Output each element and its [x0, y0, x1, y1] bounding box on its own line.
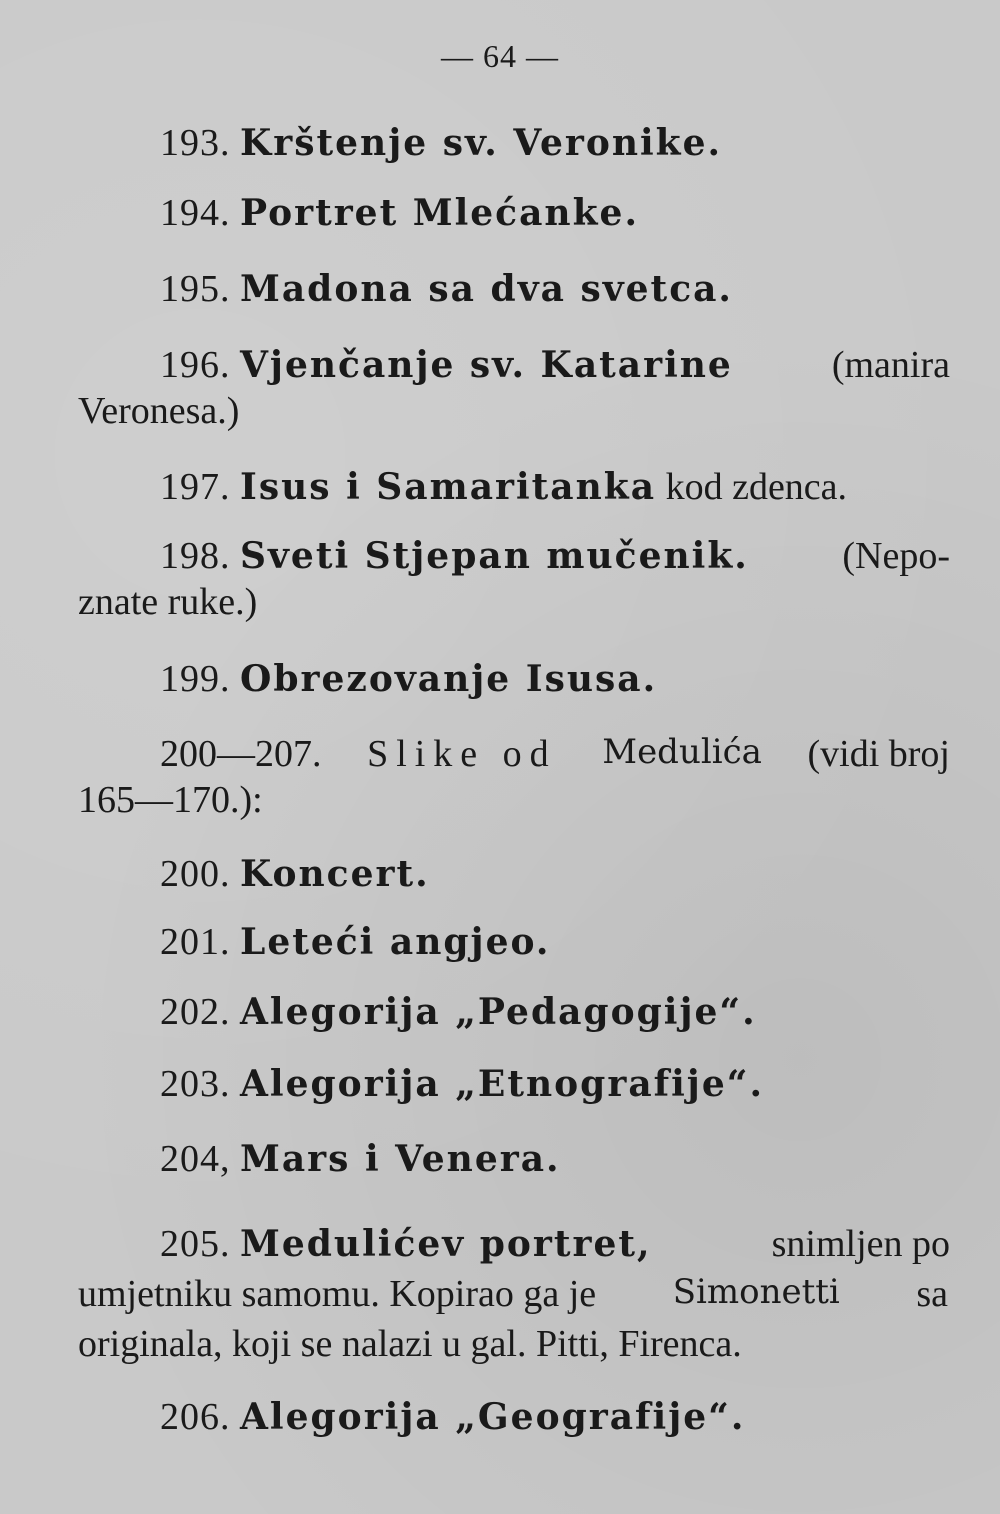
entry-text: sa — [916, 1273, 948, 1315]
entry-195 — [160, 270, 733, 308]
entry-204 — [160, 1140, 561, 1178]
entry-number: 196. — [160, 344, 231, 386]
entry-title: Leteći angjeo. — [240, 921, 551, 963]
entry-199 — [160, 660, 657, 698]
entry-194 — [160, 194, 639, 232]
entry-number: 193. — [160, 122, 231, 164]
entry-text: umjetniku samomu. Kopirao ga je — [78, 1273, 597, 1315]
entry-200-207 — [160, 732, 950, 775]
entry-title: Isus i Samaritanka — [240, 466, 657, 508]
entry-198 — [160, 537, 950, 575]
entry-tail: snimljen po — [771, 1223, 950, 1265]
entry-number: 194. — [160, 192, 231, 234]
entry-202 — [160, 993, 757, 1031]
entry-206 — [160, 1398, 745, 1436]
entry-number: 201. — [160, 921, 231, 963]
entry-title: Krštenje sv. Veronike. — [240, 122, 723, 164]
entry-tail: (vidi broj — [807, 733, 950, 775]
entry-198-continuation: znate ruke.) — [78, 581, 258, 623]
entry-205 — [160, 1225, 950, 1263]
entry-number: 206. — [160, 1396, 231, 1438]
entry-number: 200—207. — [160, 733, 322, 775]
entry-193 — [160, 124, 722, 162]
entry-note: (Nepo- — [842, 535, 950, 577]
entry-title: Madona sa dva svetca. — [240, 268, 733, 310]
entry-number: 197. — [160, 466, 231, 508]
entry-title: Alegorija „Etnografije“. — [240, 1063, 764, 1105]
entry-spaced-text: Slike od — [367, 733, 557, 775]
entry-tail: kod zdenca. — [665, 466, 848, 508]
entry-200-207-continuation: 165—170.): — [78, 779, 263, 821]
artist-name: Medulića — [602, 732, 762, 772]
entry-200 — [160, 855, 430, 893]
entry-197 — [160, 468, 847, 506]
entry-title: Obrezovanje Isusa. — [240, 658, 658, 700]
entry-note: (manira — [831, 344, 950, 386]
entry-number: 195. — [160, 268, 231, 310]
copyist-name: Simonetti — [672, 1272, 840, 1312]
entry-205-line-3: originala, koji se nalazi u gal. Pitti, Firenca. — [78, 1323, 742, 1365]
entry-title: Sveti Stjepan mučenik. — [240, 535, 749, 577]
entry-number: 205. — [160, 1223, 231, 1265]
entry-title: Alegorija „Pedagogije“. — [240, 991, 757, 1033]
entry-title: Koncert. — [240, 853, 430, 895]
entry-title: Vjenčanje sv. Katarine — [240, 344, 733, 386]
entry-196-continuation: Veronesa.) — [78, 390, 240, 432]
entry-title: Portret Mlećanke. — [240, 192, 639, 234]
page-number: — 64 — — [441, 38, 559, 74]
entry-203 — [160, 1065, 764, 1103]
entry-205-line-2 — [78, 1272, 948, 1315]
entry-196 — [160, 346, 950, 384]
entry-number: 204, — [160, 1138, 231, 1180]
entry-title: Mars i Venera. — [240, 1138, 561, 1180]
entry-title: Medulićev portret, — [240, 1223, 652, 1265]
entry-title: Alegorija „Geografije“. — [240, 1396, 746, 1438]
entry-201 — [160, 923, 550, 961]
entry-number: 198. — [160, 535, 231, 577]
entry-number: 203. — [160, 1063, 231, 1105]
entry-number: 200. — [160, 853, 231, 895]
entry-number: 199. — [160, 658, 231, 700]
entry-number: 202. — [160, 991, 231, 1033]
